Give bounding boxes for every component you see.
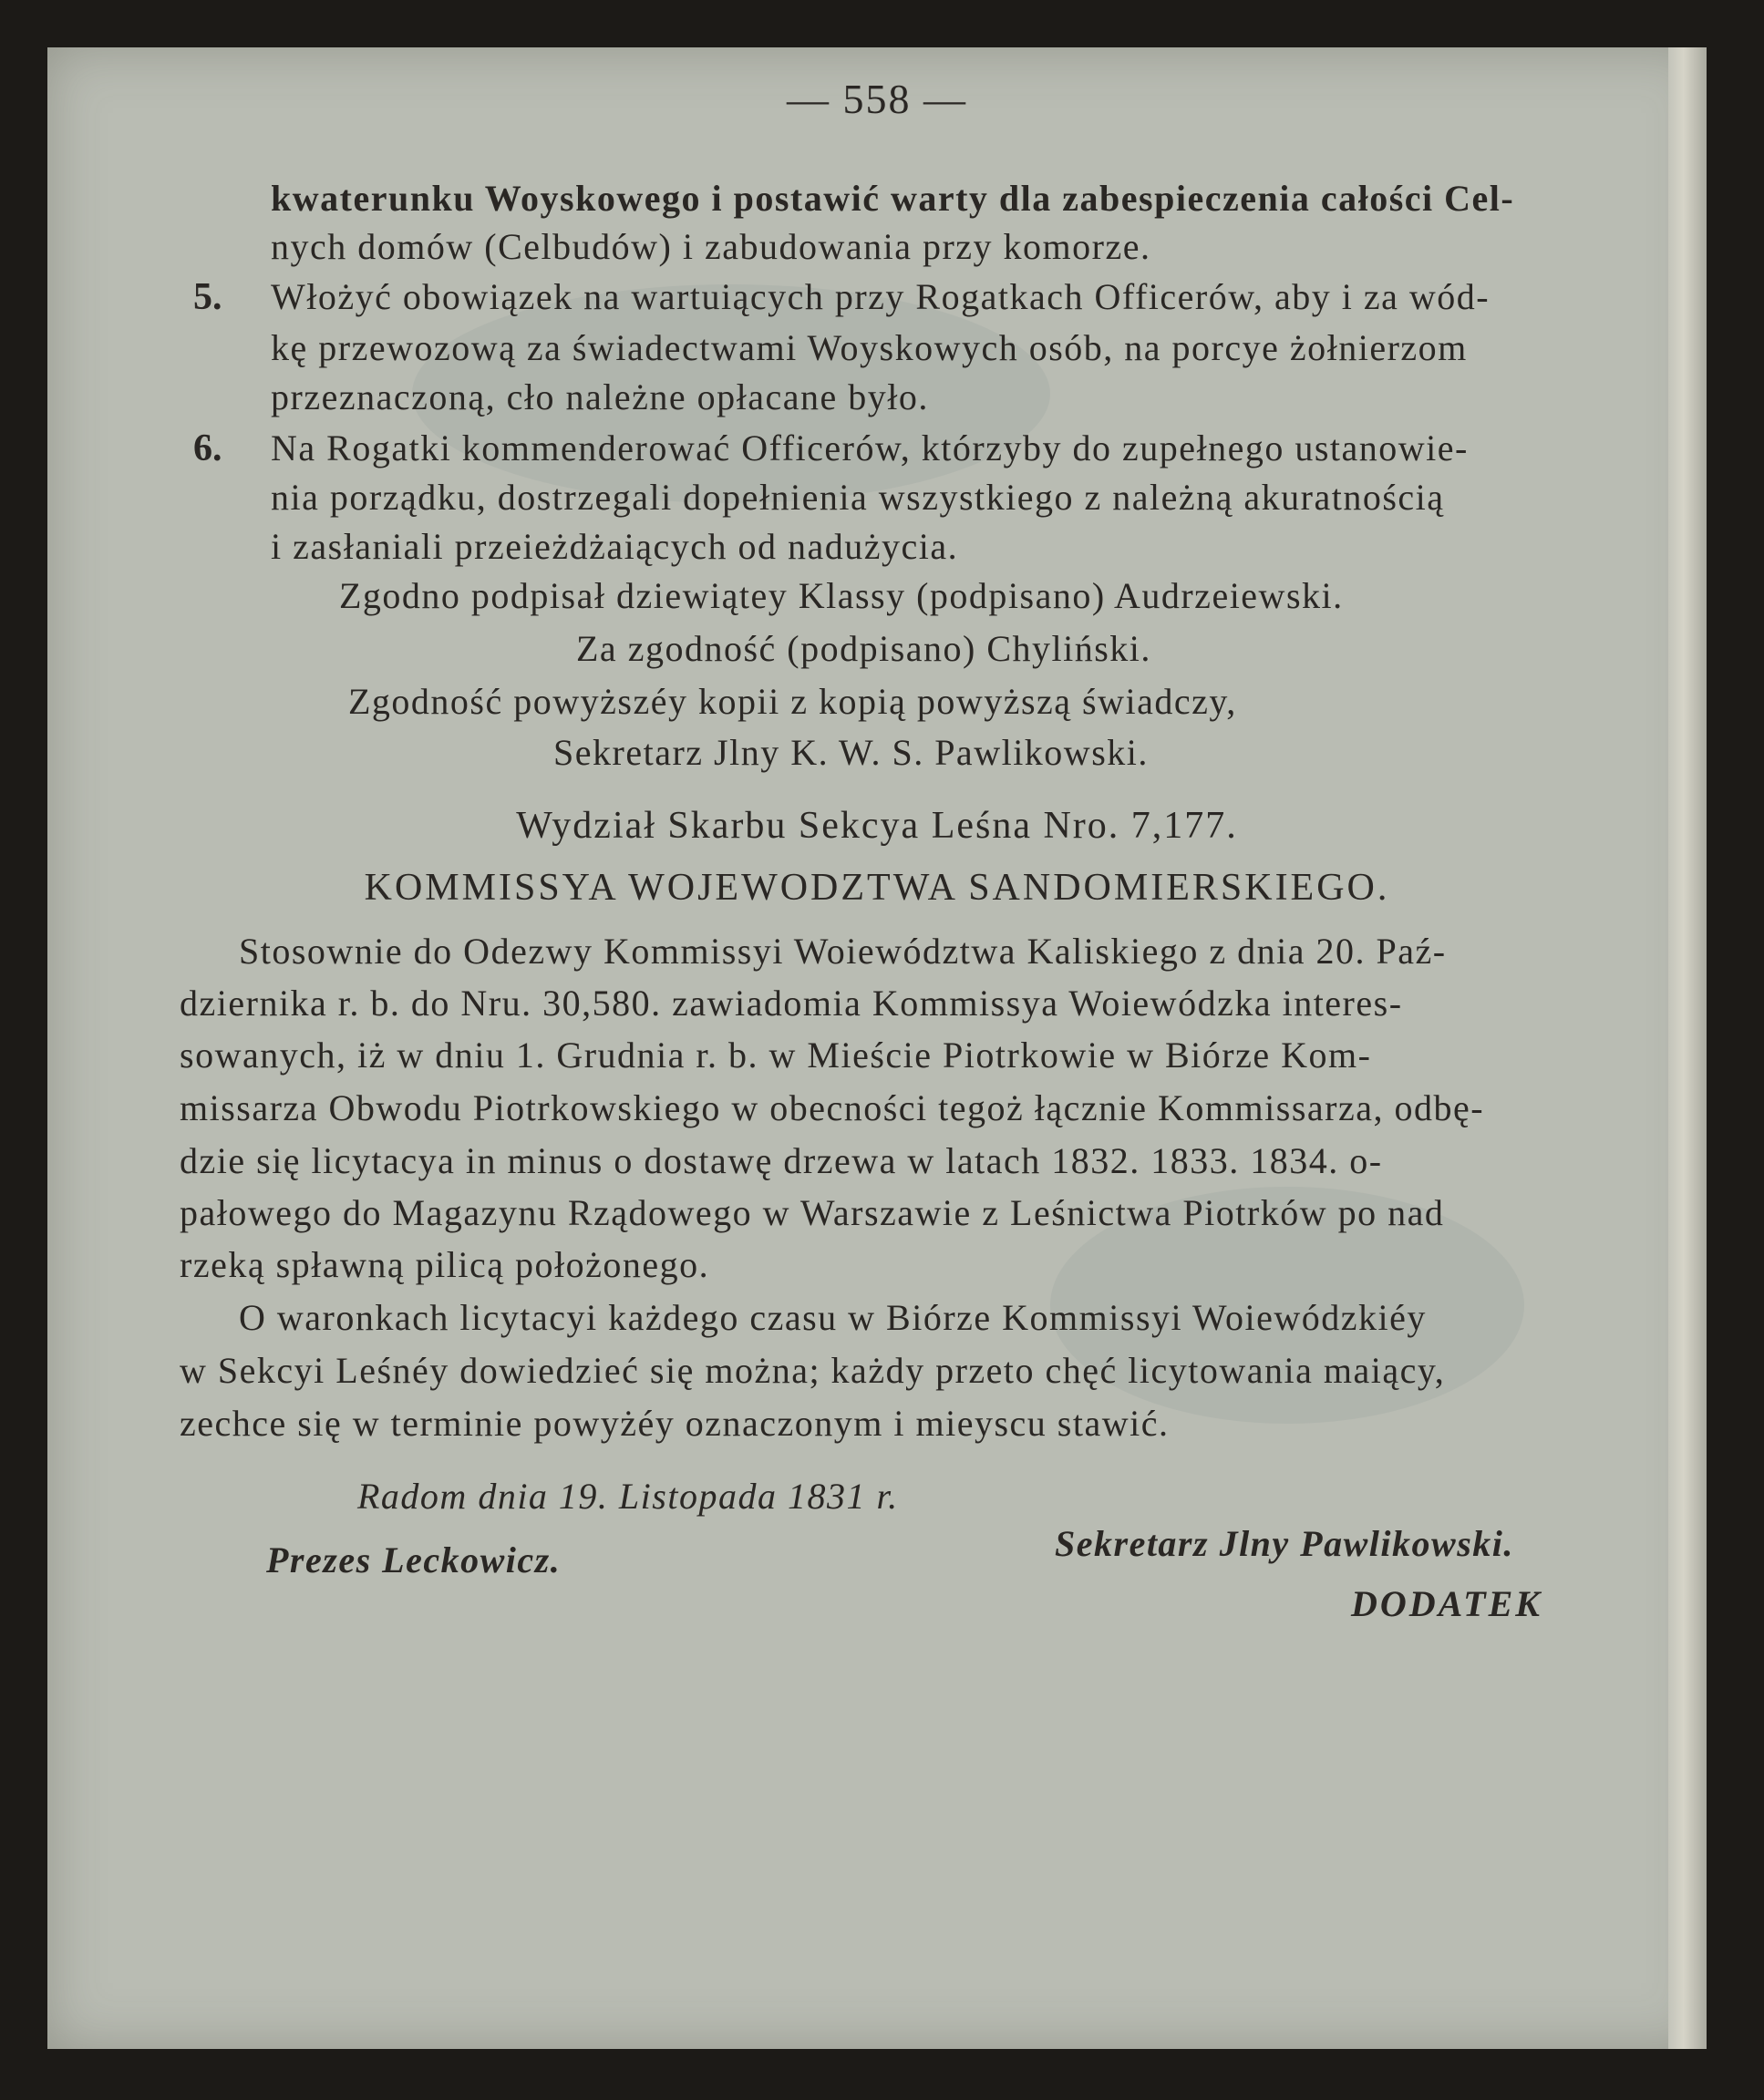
secretary-signature: Sekretarz Jlny Pawlikowski. [1055,1523,1514,1564]
item-number: 5. [193,276,222,318]
body-line: dziernika r. b. do Nru. 30,580. zawiadomia Kommissya Woiewódzka interes- [180,983,1403,1024]
document-page [47,47,1707,2049]
body-line: Stosownie do Odezwy Kommissyi Woiewództwa Kaliskiego z dnia 20. Paź- [239,931,1447,972]
body-line: missarza Obwodu Piotrkowskiego w obecności tegoż łącznie Kommissarza, odbę- [180,1087,1485,1128]
catchword: DODATEK [1351,1583,1542,1624]
page-number: — 558 — [787,76,967,122]
president-signature: Prezes Leckowicz. [266,1539,562,1580]
item-number: 6. [193,427,222,469]
date-line: Radom dnia 19. Listopada 1831 r. [357,1476,899,1517]
section-title: KOMMISSYA WOJEWODZTWA SANDOMIERSKIEGO. [364,867,1390,909]
text-line: nych domów (Celbudów) i zabudowania przy komorze. [271,226,1151,267]
body-line: w Sekcyi Leśnéy dowiedzieć się można; każdy przeto chęć licytowania maiący, [180,1350,1446,1391]
text-line: Na Rogatki kommenderować Officerów, którzyby do zupełnego ustanowie- [271,427,1469,468]
text-line: kę przewozową za świadectwami Woyskowych osób, na porcye żołnierzom [271,327,1468,368]
text-line: kwaterunku Woyskowego i postawić warty dla zabespieczenia całości Cel- [271,178,1515,219]
body-line: pałowego do Magazynu Rządowego w Warszawie z Leśnictwa Piotrków po nad [180,1192,1445,1233]
body-line: O waronkach licytacyi każdego czasu w Biórze Kommissyi Woiewódzkiéy [239,1297,1427,1338]
text-line: i zasłaniali przeieżdżaiących od nadużycia. [271,526,959,567]
certification-line: Za zgodność (podpisano) Chyliński. [576,628,1151,669]
body-line: zechce się w terminie powyżéy oznaczonym i mieyscu stawić. [180,1403,1170,1444]
text-line: Włożyć obowiązek na wartuiących przy Rogatkach Officerów, aby i za wód- [271,276,1491,317]
department-line: Wydział Skarbu Sekcya Leśna Nro. 7,177. [516,805,1238,847]
body-line: rzeką spławną pilicą położonego. [180,1244,710,1285]
body-line: dzie się licytacya in minus o dostawę drzewa w latach 1832. 1833. 1834. o- [180,1140,1383,1181]
certification-line: Zgodność powyższéy kopii z kopią powyższą świadczy, [348,681,1237,722]
certification-line: Sekretarz Jlny K. W. S. Pawlikowski. [553,732,1149,773]
body-line: sowanych, iż w dniu 1. Grudnia r. b. w Mieście Piotrkowie w Biórze Kom- [180,1035,1372,1076]
text-line: nia porządku, dostrzegali dopełnienia wszystkiego z należną akuratnością [271,477,1445,518]
page-edge [1668,47,1707,2049]
text-line: przeznaczoną, cło należne opłacane było. [271,376,929,417]
certification-line: Zgodno podpisał dziewiątey Klassy (podpisano) Audrzeiewski. [339,575,1344,616]
